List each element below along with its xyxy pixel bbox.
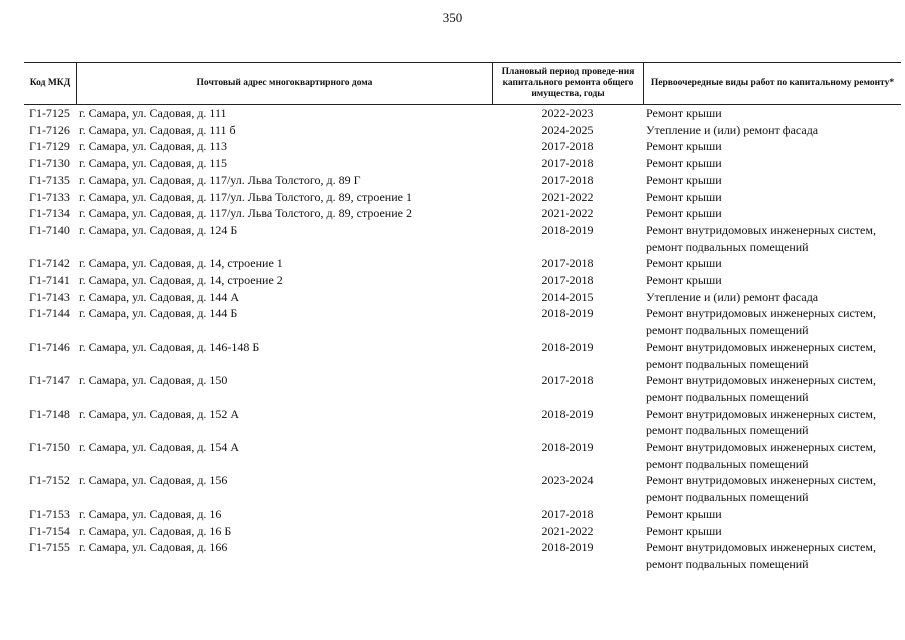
cell-period: 2018-2019 xyxy=(541,222,594,237)
cell-works xyxy=(643,305,901,338)
cell-works xyxy=(643,138,901,155)
table-row xyxy=(24,523,901,540)
cell-address: г. Самара, ул. Садовая, д. 146-148 Б xyxy=(79,339,260,354)
cell-period: 2018-2019 xyxy=(541,306,594,321)
cell-address: г. Самара, ул. Садовая, д. 16 Б xyxy=(79,523,232,538)
table-row xyxy=(24,305,901,338)
table-row xyxy=(24,155,901,172)
cell-works xyxy=(643,105,901,122)
table-body xyxy=(24,105,901,573)
cell-address: г. Самара, ул. Садовая, д. 14, строение 1 xyxy=(79,256,283,271)
cell-works xyxy=(643,255,901,272)
capital-repair-table xyxy=(24,62,901,573)
works-line: ремонт подвальных помещений xyxy=(646,556,809,571)
table-row xyxy=(24,255,901,272)
table-header xyxy=(24,62,901,105)
cell-period: 2017-2018 xyxy=(541,273,594,288)
table-row xyxy=(24,506,901,523)
cell-works xyxy=(643,506,901,523)
cell-period: 2018-2019 xyxy=(541,540,594,555)
cell-code: Г1-7135 xyxy=(29,172,70,187)
cell-works xyxy=(643,205,901,222)
table-row xyxy=(24,472,901,505)
cell-period: 2014-2015 xyxy=(541,289,594,304)
cell-works xyxy=(643,155,901,172)
header-code: Код МКД xyxy=(29,78,71,88)
cell-address: г. Самара, ул. Садовая, д. 166 xyxy=(79,540,228,555)
table-row xyxy=(24,372,901,405)
table-row xyxy=(24,439,901,472)
cell-period: 2023-2024 xyxy=(541,473,594,488)
table-row xyxy=(24,339,901,372)
cell-code: Г1-7134 xyxy=(29,206,70,221)
works-line: Ремонт крыши xyxy=(646,506,722,521)
cell-address: г. Самара, ул. Садовая, д. 152 А xyxy=(79,406,240,421)
header-address: Почтовый адрес многоквартирного дома xyxy=(76,63,492,104)
cell-code: Г1-7152 xyxy=(29,473,70,488)
works-line: Ремонт крыши xyxy=(646,189,722,204)
works-line: Утепление и (или) ремонт фасада xyxy=(646,122,819,137)
cell-address: г. Самара, ул. Садовая, д. 115 xyxy=(79,156,227,171)
works-line: Ремонт внутридомовых инженерных систем, xyxy=(646,373,876,388)
cell-period: 2022-2023 xyxy=(541,106,594,120)
cell-works xyxy=(643,372,901,405)
cell-period: 2017-2018 xyxy=(541,139,594,154)
cell-code: Г1-7144 xyxy=(29,306,70,321)
cell-address: г. Самара, ул. Садовая, д. 113 xyxy=(79,139,227,154)
works-line: ремонт подвальных помещений xyxy=(646,456,809,471)
cell-period: 2021-2022 xyxy=(541,189,594,204)
works-line: ремонт подвальных помещений xyxy=(646,356,809,371)
works-line: ремонт подвальных помещений xyxy=(646,239,809,254)
cell-period: 2017-2018 xyxy=(541,256,594,271)
cell-address: г. Самара, ул. Садовая, д. 156 xyxy=(79,473,228,488)
cell-works xyxy=(643,172,901,189)
cell-code: Г1-7150 xyxy=(29,440,70,455)
works-line: Ремонт внутридомовых инженерных систем, xyxy=(646,306,876,321)
cell-address: г. Самара, ул. Садовая, д. 117/ул. Льва Толстого, д. 89, строение 1 xyxy=(79,189,412,204)
works-line: Ремонт внутридомовых инженерных систем, xyxy=(646,473,876,488)
table-row xyxy=(24,406,901,439)
cell-works xyxy=(643,472,901,505)
works-line: Ремонт крыши xyxy=(646,206,722,221)
cell-code: Г1-7154 xyxy=(29,523,70,538)
cell-period: 2017-2018 xyxy=(541,373,594,388)
cell-period: 2024-2025 xyxy=(541,122,594,137)
works-line: ремонт подвальных помещений xyxy=(646,323,809,338)
cell-period: 2017-2018 xyxy=(541,506,594,521)
works-line: Ремонт внутридомовых инженерных систем, xyxy=(646,440,876,455)
works-line: Ремонт крыши xyxy=(646,106,722,120)
header-period: Плановый период проведе-ния капитального ремонта общего имущества, годы xyxy=(492,63,643,104)
cell-works xyxy=(643,222,901,255)
cell-address: г. Самара, ул. Садовая, д. 111 б xyxy=(79,122,236,137)
cell-address: г. Самара, ул. Садовая, д. 144 А xyxy=(79,289,240,304)
works-line: Ремонт крыши xyxy=(646,256,722,271)
cell-code: Г1-7153 xyxy=(29,506,70,521)
cell-code: Г1-7155 xyxy=(29,540,70,555)
cell-period: 2021-2022 xyxy=(541,206,594,221)
cell-address: г. Самара, ул. Садовая, д. 144 Б xyxy=(79,306,238,321)
works-line: Ремонт внутридомовых инженерных систем, xyxy=(646,339,876,354)
cell-address: г. Самара, ул. Садовая, д. 150 xyxy=(79,373,228,388)
cell-period: 2018-2019 xyxy=(541,339,594,354)
works-line: Ремонт крыши xyxy=(646,156,722,171)
cell-period: 2017-2018 xyxy=(541,172,594,187)
table-row xyxy=(24,172,901,189)
cell-period: 2018-2019 xyxy=(541,406,594,421)
cell-period: 2017-2018 xyxy=(541,156,594,171)
cell-works xyxy=(643,272,901,289)
cell-works xyxy=(643,406,901,439)
works-line: Ремонт внутридомовых инженерных систем, xyxy=(646,406,876,421)
cell-code: Г1-7142 xyxy=(29,256,70,271)
cell-code: Г1-7148 xyxy=(29,406,70,421)
table-row xyxy=(24,222,901,255)
works-line: Ремонт крыши xyxy=(646,523,722,538)
cell-period: 2021-2022 xyxy=(541,523,594,538)
cell-code: Г1-7147 xyxy=(29,373,70,388)
works-line: Утепление и (или) ремонт фасада xyxy=(646,289,819,304)
cell-address: г. Самара, ул. Садовая, д. 117/ул. Льва Толстого, д. 89, строение 2 xyxy=(79,206,412,221)
cell-address: г. Самара, ул. Садовая, д. 117/ул. Льва Толстого, д. 89 Г xyxy=(79,172,361,187)
cell-works xyxy=(643,539,901,572)
cell-address: г. Самара, ул. Садовая, д. 14, строение 2 xyxy=(79,273,283,288)
table-row xyxy=(24,205,901,222)
table-row xyxy=(24,272,901,289)
works-line: Ремонт внутридомовых инженерных систем, xyxy=(646,540,876,555)
header-works: Первоочередные виды работ по капитальному ремонту* xyxy=(643,63,901,104)
table-row xyxy=(24,289,901,306)
cell-address: г. Самара, ул. Садовая, д. 124 Б xyxy=(79,222,238,237)
cell-code: Г1-7143 xyxy=(29,289,70,304)
works-line: ремонт подвальных помещений xyxy=(646,423,809,438)
cell-works xyxy=(643,339,901,372)
table-row xyxy=(24,122,901,139)
table-row xyxy=(24,105,901,122)
table-row xyxy=(24,138,901,155)
cell-code: Г1-7130 xyxy=(29,156,70,171)
cell-code: Г1-7140 xyxy=(29,222,70,237)
cell-code: Г1-7125 xyxy=(29,106,70,120)
cell-code: Г1-7146 xyxy=(29,339,70,354)
cell-code: Г1-7129 xyxy=(29,139,70,154)
works-line: ремонт подвальных помещений xyxy=(646,389,809,404)
cell-code: Г1-7126 xyxy=(29,122,70,137)
cell-works xyxy=(643,439,901,472)
table-row xyxy=(24,539,901,572)
cell-period: 2018-2019 xyxy=(541,440,594,455)
cell-address: г. Самара, ул. Садовая, д. 111 xyxy=(79,106,227,120)
works-line: Ремонт крыши xyxy=(646,139,722,154)
works-line: Ремонт внутридомовых инженерных систем, xyxy=(646,222,876,237)
cell-address: г. Самара, ул. Садовая, д. 154 А xyxy=(79,440,240,455)
cell-code: Г1-7133 xyxy=(29,189,70,204)
cell-address: г. Самара, ул. Садовая, д. 16 xyxy=(79,506,222,521)
cell-works xyxy=(643,289,901,306)
cell-works xyxy=(643,523,901,540)
table-row xyxy=(24,189,901,206)
page-number: 350 xyxy=(442,10,463,25)
works-line: ремонт подвальных помещений xyxy=(646,490,809,505)
cell-code: Г1-7141 xyxy=(29,273,70,288)
cell-works xyxy=(643,122,901,139)
cell-works xyxy=(643,189,901,206)
works-line: Ремонт крыши xyxy=(646,273,722,288)
works-line: Ремонт крыши xyxy=(646,172,722,187)
